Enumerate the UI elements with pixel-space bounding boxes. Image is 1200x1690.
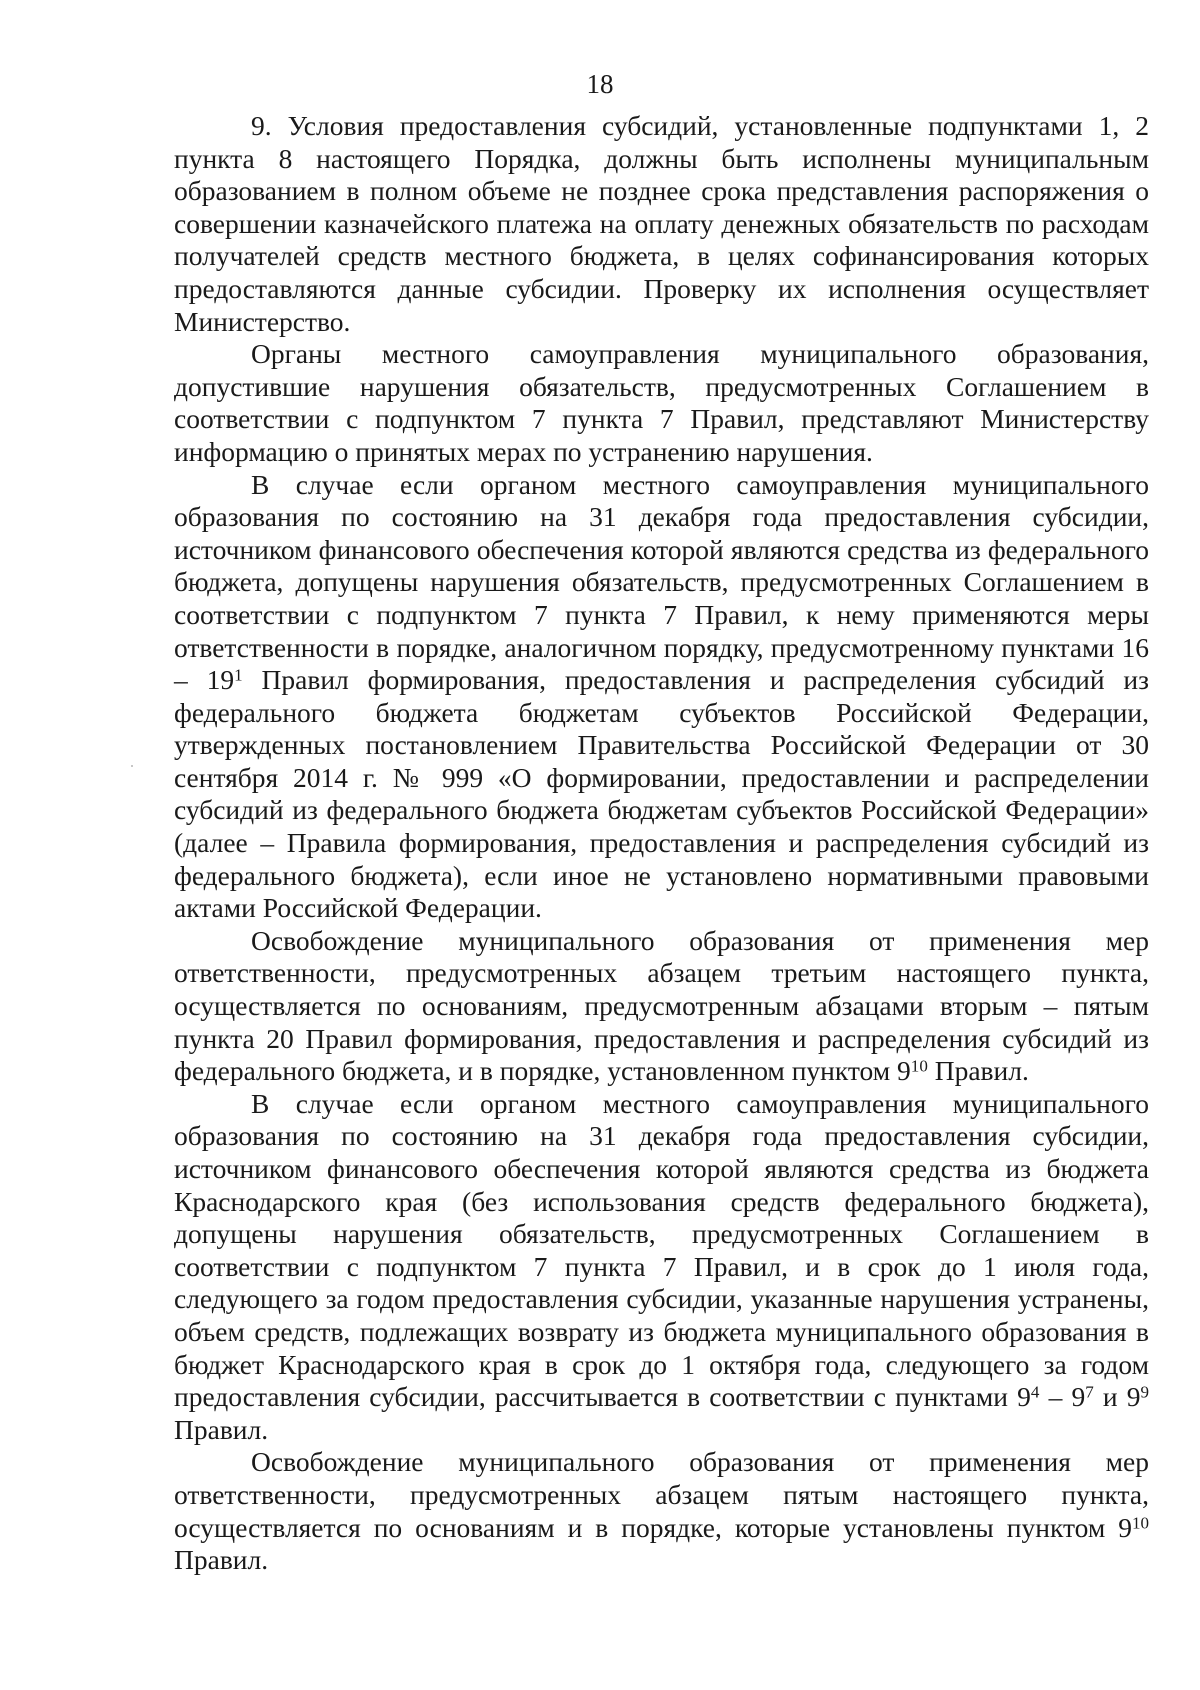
document-body <box>174 110 1149 1577</box>
paragraph-exemption-federal <box>174 925 1149 1088</box>
paragraph-text: Правил. <box>174 1544 269 1576</box>
paragraph-9-conditions <box>174 110 1149 338</box>
paragraph-text: Правил формирования, предоставления и распределения субсидий из федерального бюджета бюджетам субъектов Российской Федерации, утвержденных постановлением Правительства Российской Федерации от 30 сентября 2014 г. № 999 «О формировании, предоставлении и распределении субсидий из федерального бюджета бюджетам субъектов Российской Федерации» (далее – Правила формирования, предоставления и распределения субсидий из федерального бюджета), если иное не установлено нормативными правовыми актами Российской Федерации. <box>174 664 1149 924</box>
paragraph-text: Освобождение муниципального образования от применения мер ответственности, предусмотренных абзацем пятым настоящего пункта, осуществляется по основаниям и в порядке, которые установлены пунктом 9 <box>174 1446 1149 1543</box>
paragraph-text: Правил. <box>174 1413 269 1445</box>
paragraph-text: В случае если органом местного самоуправления муниципального образования по состоянию на 31 декабря года предоставления субсидии, источником финансового обеспечения которой являются средства из бюджета Краснодарского края (без использования средств федерального бюджета), допущены нарушения обязательств, предусмотренных Соглашением в соответствии с подпунктом 7 пункта 7 Правил, и в срок до 1 июля года, следующего за годом предоставления субсидии, указанные нарушения устранены, объем средств, подлежащих возврату из бюджета муниципального образования в бюджет Краснодарского края в срок до 1 октября года, следующего за годом предоставления субсидии, рассчитывается в соответствии с пунктами 9 <box>174 1087 1149 1413</box>
paragraph-regional-budget-violations <box>174 1088 1149 1447</box>
scan-artifact-dot <box>131 765 133 767</box>
superscript: 10 <box>1131 1513 1149 1533</box>
paragraph-text: Освобождение муниципального образования от применения мер ответственности, предусмотренных абзацем третьим настоящего пункта, осуществляется по основаниям, предусмотренным абзацами вторым – пятым пункта 20 Правил формирования, предоставления и распределения субсидий из федерального бюджета, и в порядке, установленном пунктом 9 <box>174 924 1149 1087</box>
superscript: 4 <box>1030 1382 1040 1402</box>
paragraph-text: – 9 <box>1039 1381 1086 1413</box>
page-number: 18 <box>586 69 614 99</box>
paragraph-text: Органы местного самоуправления муниципального образования, допустившие нарушения обязательств, предусмотренных Соглашением в соответствии с подпунктом 7 пункта 7 Правил, представляют Министерству информацию о принятых мерах по устранению нарушения. <box>174 338 1149 467</box>
paragraph-text: 9. Условия предоставления субсидий, установленные подпунктами 1, 2 пункта 8 настоящего Порядка, должны быть исполнены муниципальным образованием в полном объеме не позднее срока представления распоряжения о совершении казначейского платежа на оплату денежных обязательств по расходам получателей средств местного бюджета, в целях софинансирования которых предоставляются данные субсидии. Проверку их исполнения осуществляет Министерство. <box>174 110 1149 337</box>
superscript: 10 <box>910 1056 928 1076</box>
superscript: 7 <box>1085 1382 1094 1402</box>
paragraph-text: В случае если органом местного самоуправления муниципального образования по состоянию на 31 декабря года предоставления субсидии, источником финансового обеспечения которой являются средства из федерального бюджета, допущены нарушения обязательств, предусмотренных Соглашением в соответствии с подпунктом 7 пункта 7 Правил, к нему применяются меры ответственности в порядке, аналогичном порядку, предусмотренному пунктами 16 – 19 <box>174 468 1149 696</box>
paragraph-exemption-regional <box>174 1446 1149 1576</box>
paragraph-text: Правил. <box>927 1055 1029 1087</box>
superscript: 1 <box>234 665 243 685</box>
paragraph-text: и 9 <box>1093 1381 1141 1413</box>
paragraph-local-authorities <box>174 338 1149 468</box>
superscript: 9 <box>1140 1382 1150 1402</box>
paragraph-federal-budget-violations <box>174 469 1149 925</box>
